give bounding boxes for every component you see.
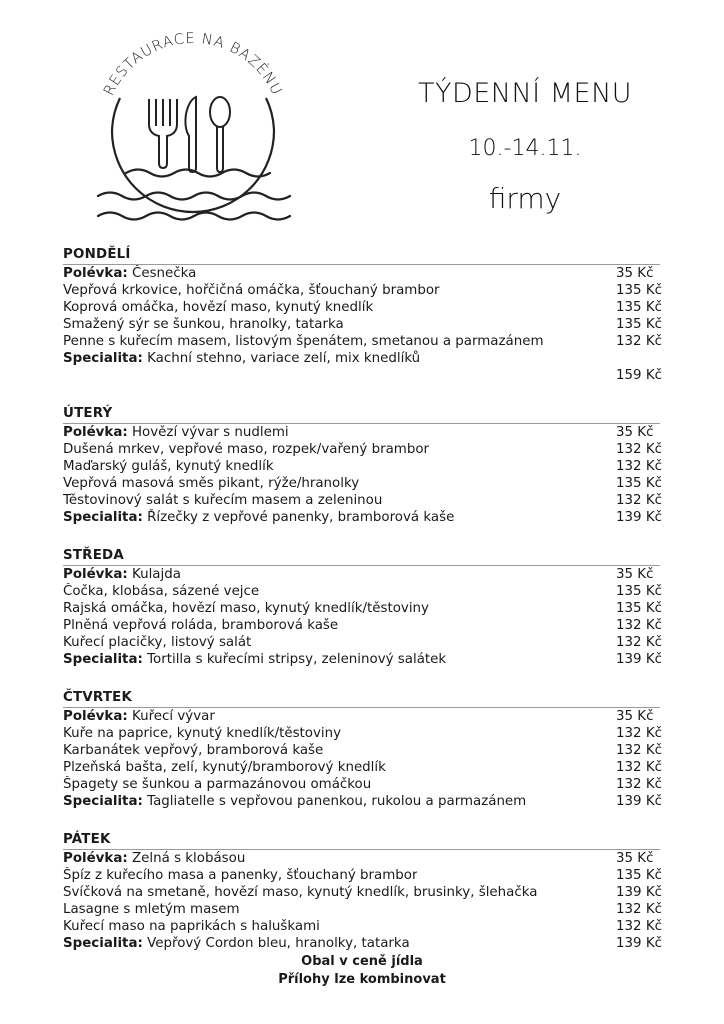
menu-item-text: Koprová omáčka, hovězí maso, kynutý knedlík <box>63 300 374 315</box>
menu-item <box>63 901 660 918</box>
menu-item-price: 132 Kč <box>616 743 662 758</box>
menu-item-label: Specialita: <box>63 794 143 809</box>
menu-item-price: 132 Kč <box>616 902 662 917</box>
weekly-menu <box>63 246 660 973</box>
menu-item-text: Kulajda <box>131 567 181 582</box>
menu-item-label: Specialita: <box>63 652 143 667</box>
fork-icon <box>149 99 177 168</box>
menu-item-text: Tortilla s kuřecími stripsy, zeleninový salátek <box>147 652 447 667</box>
menu-item-text: Zelná s klobásou <box>131 851 246 866</box>
menu-item-description <box>63 759 386 776</box>
menu-item-description <box>63 725 341 742</box>
menu-item-price: 35 Kč <box>616 266 654 281</box>
menu-item <box>63 850 660 867</box>
menu-item-price: 35 Kč <box>616 851 654 866</box>
menu-item-price: 132 Kč <box>616 459 662 474</box>
menu-item-price: 132 Kč <box>616 334 662 349</box>
day-heading: ČTVRTEK <box>63 689 660 708</box>
menu-item-text: Plněná vepřová roláda, bramborová kaše <box>63 618 339 633</box>
menu-item-text: Lasagne s mletým masem <box>63 902 240 917</box>
menu-item-text: Čočka, klobása, sázené vejce <box>63 584 260 599</box>
menu-item-text: Kuřecí vývar <box>131 709 215 724</box>
day-heading: STŘEDA <box>63 547 660 566</box>
menu-item-price: 135 Kč <box>616 476 662 491</box>
menu-item <box>63 583 660 600</box>
menu-item <box>63 742 660 759</box>
menu-dates: 10.-14.11. <box>468 136 582 161</box>
knife-icon <box>185 97 196 172</box>
menu-item-description <box>63 600 429 617</box>
menu-item-description <box>63 316 344 333</box>
menu-item <box>63 725 660 742</box>
menu-item-text: Kuřecí maso na paprikách s haluškami <box>63 919 320 934</box>
day-heading: ÚTERÝ <box>63 405 660 424</box>
menu-item-price: 132 Kč <box>616 726 662 741</box>
menu-item <box>63 651 660 668</box>
menu-item-description <box>63 333 544 350</box>
menu-item-description <box>63 901 240 918</box>
menu-item-price: 135 Kč <box>616 601 662 616</box>
menu-item-description <box>63 299 373 316</box>
menu-item-price: 139 Kč <box>616 936 662 951</box>
menu-item-text: Maďarský guláš, kynutý knedlík <box>63 459 274 474</box>
menu-item-text: Dušená mrkev, vepřové maso, rozpek/vařený brambor <box>63 442 430 457</box>
footer-line-2: Přílohy lze kombinovat <box>278 972 446 987</box>
menu-item <box>63 634 660 651</box>
menu-item-description <box>63 509 454 526</box>
menu-item-description <box>63 867 417 884</box>
menu-item-description <box>63 918 320 935</box>
menu-item-price: 159 Kč <box>616 368 662 383</box>
menu-item-price: 135 Kč <box>616 283 662 298</box>
menu-item-price: 139 Kč <box>616 885 662 900</box>
restaurant-logo <box>78 28 308 243</box>
menu-item <box>63 867 660 884</box>
menu-item-description <box>63 651 446 668</box>
menu-item-price: 132 Kč <box>616 760 662 775</box>
menu-item <box>63 776 660 793</box>
menu-item <box>63 600 660 617</box>
menu-item-text: Vepřový Cordon bleu, hranolky, tatarka <box>147 936 410 951</box>
menu-item <box>63 793 660 810</box>
menu-item-label: Polévka: <box>63 567 128 582</box>
day-heading: PÁTEK <box>63 831 660 850</box>
menu-item <box>63 492 660 509</box>
menu-item-description <box>63 441 429 458</box>
menu-item-description <box>63 265 196 282</box>
menu-item <box>63 458 660 475</box>
menu-item-description <box>63 492 382 509</box>
menu-item-description <box>63 634 251 651</box>
menu-item-text: Řízečky z vepřové panenky, bramborová kaše <box>147 510 455 525</box>
menu-item-description <box>63 583 259 600</box>
menu-item <box>63 475 660 492</box>
menu-item-text: Penne s kuřecím masem, listovým špenátem, smetanou a parmazánem <box>63 334 544 349</box>
menu-item-text: Rajská omáčka, hovězí maso, kynutý knedlík/těstoviny <box>63 601 429 616</box>
menu-item-price: 132 Kč <box>616 919 662 934</box>
menu-item-description <box>63 850 245 867</box>
menu-item <box>63 708 660 725</box>
menu-item-description <box>63 935 410 952</box>
menu-item-description <box>63 458 274 475</box>
menu-item-description <box>63 617 338 634</box>
menu-item-price: 132 Kč <box>616 618 662 633</box>
day-section <box>63 547 660 668</box>
menu-item-text: Těstovinový salát s kuřecím masem a zeleninou <box>63 493 383 508</box>
menu-item-description <box>63 708 215 725</box>
menu-item <box>63 350 660 384</box>
menu-item-text: Česnečka <box>131 266 197 281</box>
menu-item-price: 139 Kč <box>616 794 662 809</box>
menu-item-label: Specialita: <box>63 936 143 951</box>
menu-item-price: 135 Kč <box>616 584 662 599</box>
menu-item <box>63 566 660 583</box>
menu-subtitle: firmy <box>488 182 562 215</box>
menu-item-description <box>63 742 323 759</box>
day-section <box>63 689 660 810</box>
day-section <box>63 246 660 384</box>
menu-item-price: 132 Kč <box>616 493 662 508</box>
menu-item-price: 35 Kč <box>616 425 654 440</box>
day-section <box>63 831 660 952</box>
menu-item <box>63 509 660 526</box>
menu-item-text: Karbanátek vepřový, bramborová kaše <box>63 743 324 758</box>
menu-item-description <box>63 776 371 793</box>
menu-item-price: 139 Kč <box>616 652 662 667</box>
menu-item-price: 139 Kč <box>616 510 662 525</box>
menu-item-description <box>63 566 181 583</box>
menu-item-text: Kachní stehno, variace zelí, mix knedlíků <box>147 351 421 366</box>
menu-item <box>63 316 660 333</box>
page-title: TÝDENNÍ MENU <box>417 78 633 109</box>
menu-item-description <box>63 475 359 492</box>
menu-item-label: Polévka: <box>63 709 128 724</box>
menu-item-text: Svíčková na smetaně, hovězí maso, kynutý knedlík, brusinky, šlehačka <box>63 885 538 900</box>
menu-item <box>63 424 660 441</box>
menu-item-price: 35 Kč <box>616 709 654 724</box>
menu-item <box>63 299 660 316</box>
menu-item-text: Smažený sýr se šunkou, hranolky, tatarka <box>63 317 344 332</box>
menu-item-description <box>63 282 440 299</box>
menu-item <box>63 617 660 634</box>
menu-item-text: Hovězí vývar s nudlemi <box>131 425 289 440</box>
menu-item-text: Kuřecí placičky, listový salát <box>63 635 252 650</box>
menu-item-price: 135 Kč <box>616 317 662 332</box>
menu-item-label: Polévka: <box>63 266 128 281</box>
menu-item-text: Kuře na paprice, kynutý knedlík/těstoviny <box>63 726 342 741</box>
menu-item <box>63 282 660 299</box>
menu-item <box>63 759 660 776</box>
menu-item <box>63 441 660 458</box>
menu-item-text: Špíz z kuřecího masa a panenky, šťouchaný brambor <box>63 868 418 883</box>
spoon-icon <box>210 97 230 172</box>
menu-item-label: Polévka: <box>63 425 128 440</box>
logo-text: RESTAURACE NA BAZÉNU <box>101 30 285 99</box>
menu-item-price: 35 Kč <box>616 567 654 582</box>
footer-notes <box>0 953 724 989</box>
menu-item <box>63 918 660 935</box>
menu-item-text: Tagliatelle s vepřovou panenkou, rukolou a parmazánem <box>147 794 527 809</box>
menu-item-label: Polévka: <box>63 851 128 866</box>
day-heading: PONDĚLÍ <box>63 246 660 265</box>
menu-item-text: Špagety se šunkou a parmazánovou omáčkou <box>63 777 372 792</box>
menu-item-label: Specialita: <box>63 351 143 366</box>
menu-item-price: 135 Kč <box>616 868 662 883</box>
menu-item-text: Vepřová krkovice, hořčičná omáčka, šťouchaný brambor <box>63 283 440 298</box>
menu-item-price: 132 Kč <box>616 635 662 650</box>
menu-item-description <box>63 350 420 367</box>
footer-line-1: Obal v ceně jídla <box>301 954 423 969</box>
menu-item-text: Vepřová masová směs pikant, rýže/hranolky <box>63 476 360 491</box>
menu-item-description <box>63 424 289 441</box>
menu-item-description <box>63 793 526 810</box>
menu-item-price: 132 Kč <box>616 777 662 792</box>
menu-item <box>63 333 660 350</box>
menu-item-price: 132 Kč <box>616 442 662 457</box>
menu-item-text: Plzeňská bašta, zelí, kynutý/bramborový knedlík <box>63 760 386 775</box>
menu-item-label: Specialita: <box>63 510 143 525</box>
menu-item <box>63 884 660 901</box>
menu-item-price: 135 Kč <box>616 300 662 315</box>
day-section <box>63 405 660 526</box>
menu-item <box>63 935 660 952</box>
menu-item-description <box>63 884 537 901</box>
menu-item <box>63 265 660 282</box>
